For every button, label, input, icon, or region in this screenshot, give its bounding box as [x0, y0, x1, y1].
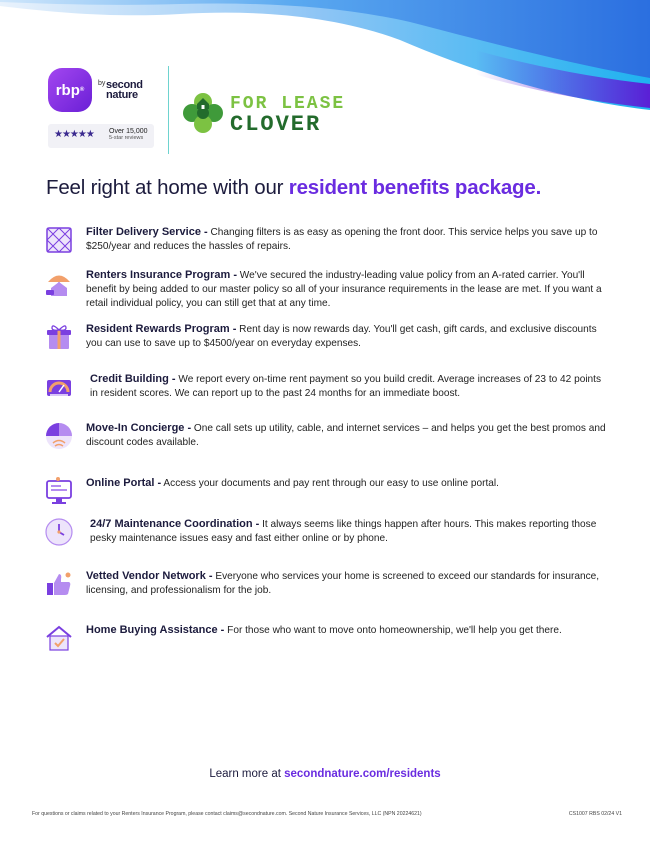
clover-icon: [180, 90, 226, 136]
benefit-title: Resident Rewards Program -: [86, 323, 237, 335]
benefit-title: Renters Insurance Program -: [86, 269, 237, 281]
review-count: [109, 128, 148, 142]
logo-divider: [168, 66, 169, 154]
benefit-text: [86, 476, 606, 491]
benefit-title: Filter Delivery Service -: [86, 226, 208, 238]
review-count-main: Over 15,000: [109, 128, 148, 135]
benefit-text: [86, 421, 606, 450]
thumbs-up-icon: [44, 569, 74, 599]
benefit-title: Move-In Concierge -: [86, 422, 192, 434]
benefit-title: 24/7 Maintenance Coordination -: [90, 518, 260, 530]
benefit-description: We report every on-time rent payment so you build credit. Average increases of 23 to 42 points in resident scores. We can report up to the past 24 months for an immediate boost.: [90, 374, 602, 399]
benefit-description: Everyone who services your home is screened to exceed our standards for insurance, licensing, and professionalism for the job.: [86, 571, 600, 596]
benefit-text: [90, 372, 610, 401]
footer-disclaimer: For questions or claims related to your Renters Insurance Program, please contact claims@secondnature.com. Second Nature Insurance Services, LLC (NPN 20224621): [32, 811, 422, 817]
benefit-title: Home Buying Assistance -: [86, 624, 225, 636]
benefit-description: One call sets up utility, cable, and internet services – and helps you get the best promos and discount codes available.: [86, 423, 606, 448]
rbp-logo: [48, 68, 92, 112]
benefit-text: [86, 268, 606, 311]
credit-gauge-icon: [44, 372, 74, 402]
star-rating-icon: ★★★★★: [54, 129, 94, 140]
benefit-title: Credit Building -: [90, 373, 176, 385]
document-code: CS1007 RBS 02/24 V1: [568, 811, 622, 817]
learn-more: [0, 768, 650, 780]
benefit-text: [86, 225, 606, 254]
concierge-icon: [44, 421, 74, 451]
filter-icon: [44, 225, 74, 255]
clock-icon: [44, 517, 74, 547]
rbp-logo-text: rbp: [55, 81, 80, 99]
review-count-sub: 5-star reviews: [109, 135, 144, 141]
umbrella-house-icon: [44, 268, 74, 298]
page-title-highlight: resident benefits package.: [288, 176, 542, 199]
clover-logo-line2: CLOVER: [230, 112, 322, 137]
page-title: [46, 176, 541, 200]
benefit-text: [90, 517, 610, 546]
benefit-description: For those who want to move onto homeownership, we'll help you get there.: [224, 625, 562, 636]
benefit-text: [86, 623, 606, 638]
by-label: by: [98, 80, 106, 87]
gift-icon: [44, 322, 74, 352]
reviews-badge: [48, 124, 154, 148]
second-nature-logo: second nature: [106, 79, 143, 101]
benefit-title: Online Portal -: [86, 477, 162, 489]
benefit-description: Rent day is now rewards day. You'll get cash, gift cards, and exclusive discounts you can use to save up to $4500/year on everyday expenses.: [86, 324, 597, 349]
benefit-text: [86, 322, 606, 351]
portal-icon: [44, 476, 74, 506]
clover-logo-line1: FOR LEASE: [230, 94, 346, 114]
home-buying-icon: [44, 623, 74, 653]
benefit-text: [86, 569, 606, 598]
residents-link[interactable]: secondnature.com/residents: [284, 768, 441, 780]
registered-mark: ®: [79, 87, 85, 93]
benefit-description: Changing filters is as easy as opening the front door. This service helps you save up to $250/year and reduces the hassles of repairs.: [86, 227, 598, 252]
benefit-title: Vetted Vendor Network -: [86, 570, 213, 582]
learn-more-prefix: Learn more at: [209, 768, 285, 780]
benefit-description: We've secured the industry-leading value policy from an A-rated carrier. You'll benefit by being added to our master policy so all of your insurance requirements in the lease are met. If you want a retail individual policy, you can still get that at any time.: [86, 270, 602, 309]
benefit-description: Access your documents and pay rent through our easy to use online portal.: [161, 478, 499, 489]
page-title-prefix: Feel right at home with our: [46, 176, 289, 199]
benefit-description: It always seems like things happen after hours. This makes reporting those pesky maintenance issues easy and fast either online or by phone.: [90, 519, 597, 544]
